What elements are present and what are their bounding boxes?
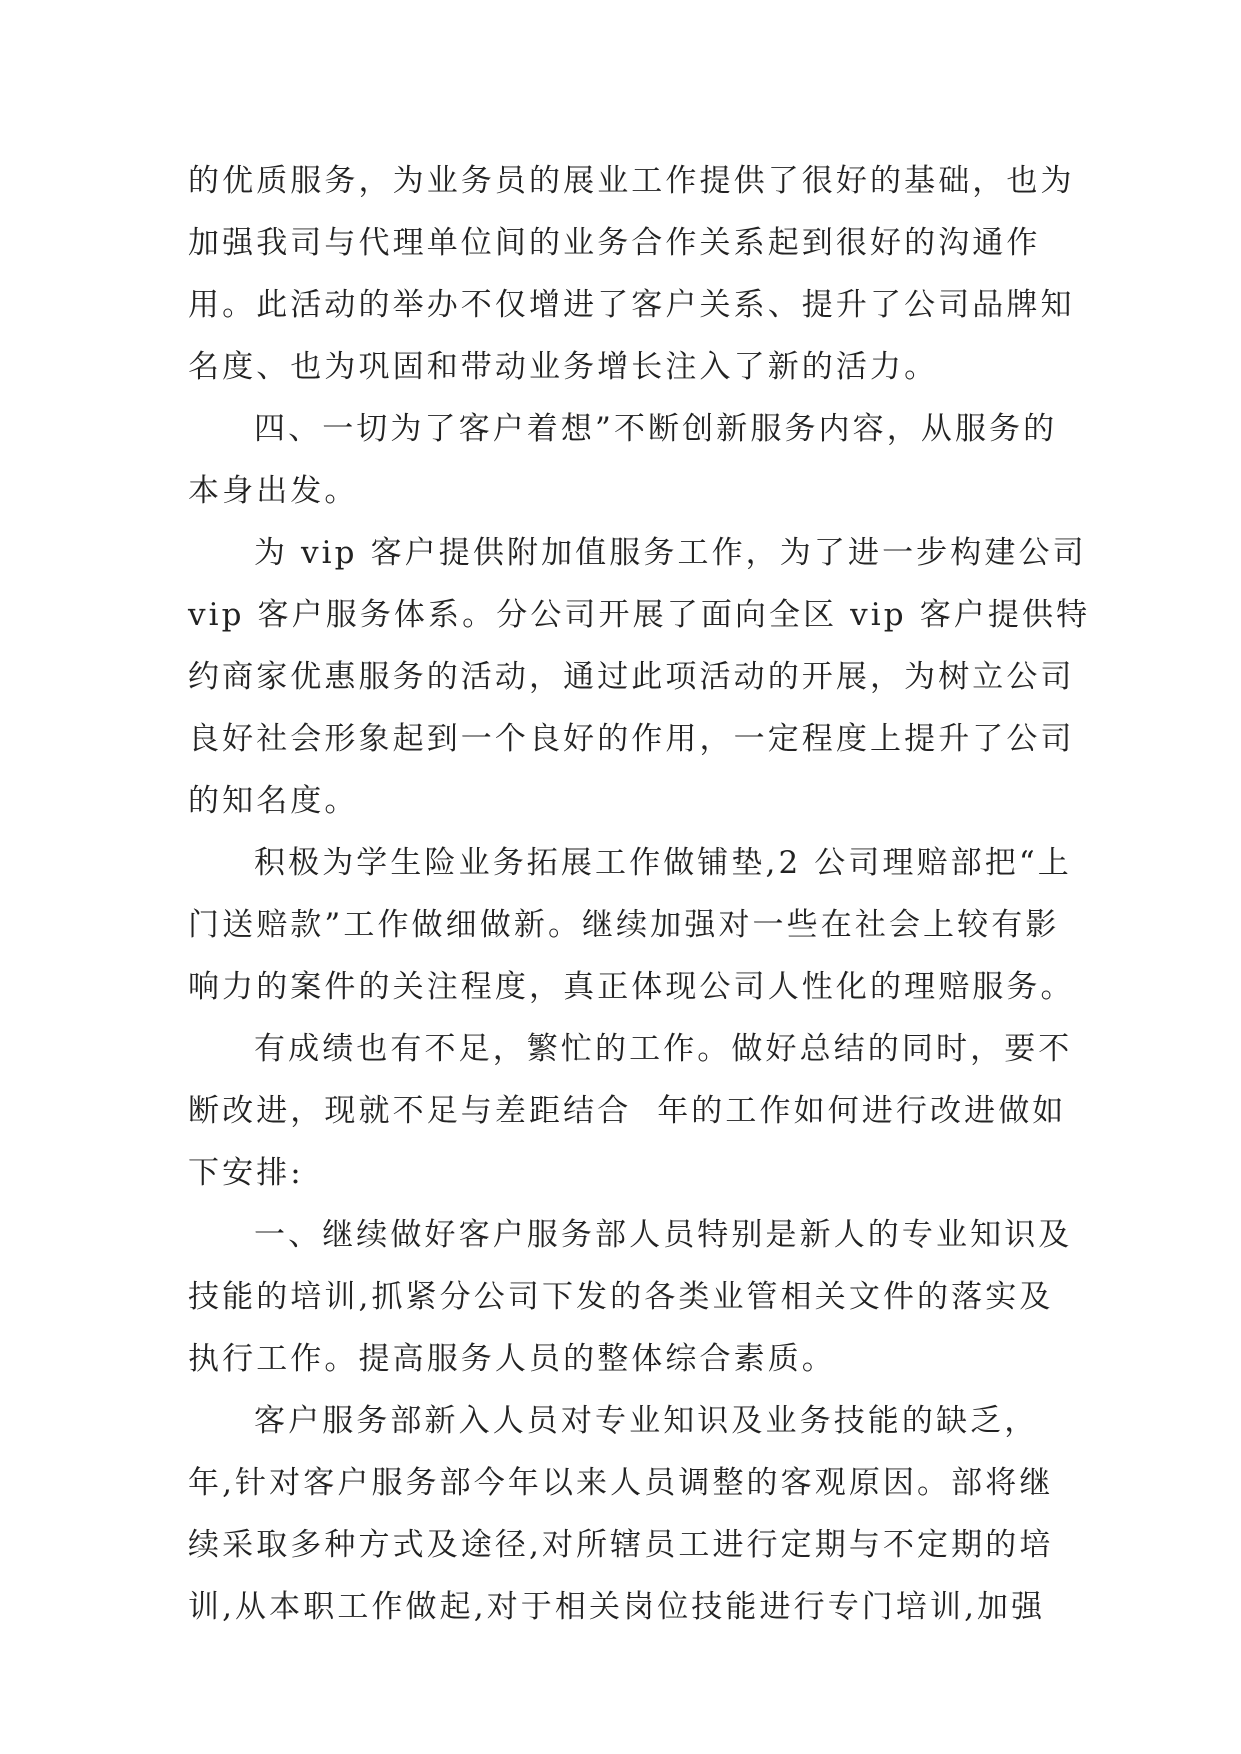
text-line: 断改进，现就不足与差距结合 年的工作如何进行改进做如 (188, 1093, 1067, 1129)
text-line: 训,从本职工作做起,对于相关岗位技能进行专门培训,加强 (188, 1589, 1046, 1625)
text-line: 技能的培训,抓紧分公司下发的各类业管相关文件的落实及 (188, 1279, 1054, 1315)
text-line: 名度、也为巩固和带动业务增长注入了新的活力。 (188, 349, 939, 385)
text-line: 下安排: (188, 1155, 304, 1191)
text-line: 的知名度。 (188, 783, 359, 819)
text-line: 加强我司与代理单位间的业务合作关系起到很好的沟通作 (188, 225, 1041, 261)
section-heading-four: 四、一切为了客户着想”不断创新服务内容，从服务的 (254, 411, 1058, 447)
section-heading-one: 一、继续做好客户服务部人员特别是新人的专业知识及 (254, 1217, 1073, 1253)
document-body (188, 150, 1091, 1638)
text-line: vip 客户服务体系。分公司开展了面向全区 vip 客户提供特 (188, 597, 1091, 633)
text-line: 为 vip 客户提供附加值服务工作，为了进一步构建公司 (254, 535, 1087, 571)
text-line: 响力的案件的关注程度，真正体现公司人性化的理赔服务。 (188, 969, 1075, 1005)
text-line: 约商家优惠服务的活动，通过此项活动的开展，为树立公司 (188, 659, 1075, 695)
text-line: 用。此活动的举办不仅增进了客户关系、提升了公司品牌知 (188, 287, 1075, 323)
text-line: 积极为学生险业务拓展工作做铺垫,2 公司理赔部把“上 (254, 845, 1072, 881)
text-line: 的优质服务，为业务员的展业工作提供了很好的基础，也为 (188, 163, 1075, 199)
text-line: 续采取多种方式及途径,对所辖员工进行定期与不定期的培 (188, 1527, 1054, 1563)
text-line: 本身出发。 (188, 473, 359, 509)
text-line: 客户服务部新入人员对专业知识及业务技能的缺乏， (254, 1403, 1039, 1439)
text-line: 良好社会形象起到一个良好的作用，一定程度上提升了公司 (188, 721, 1075, 757)
text-line: 执行工作。提高服务人员的整体综合素质。 (188, 1341, 836, 1377)
text-line: 门送赔款”工作做细做新。继续加强对一些在社会上较有影 (188, 907, 1060, 943)
text-line: 有成绩也有不足，繁忙的工作。做好总结的同时，要不 (254, 1031, 1073, 1067)
text-line: 年,针对客户服务部今年以来人员调整的客观原因。部将继 (188, 1465, 1054, 1501)
